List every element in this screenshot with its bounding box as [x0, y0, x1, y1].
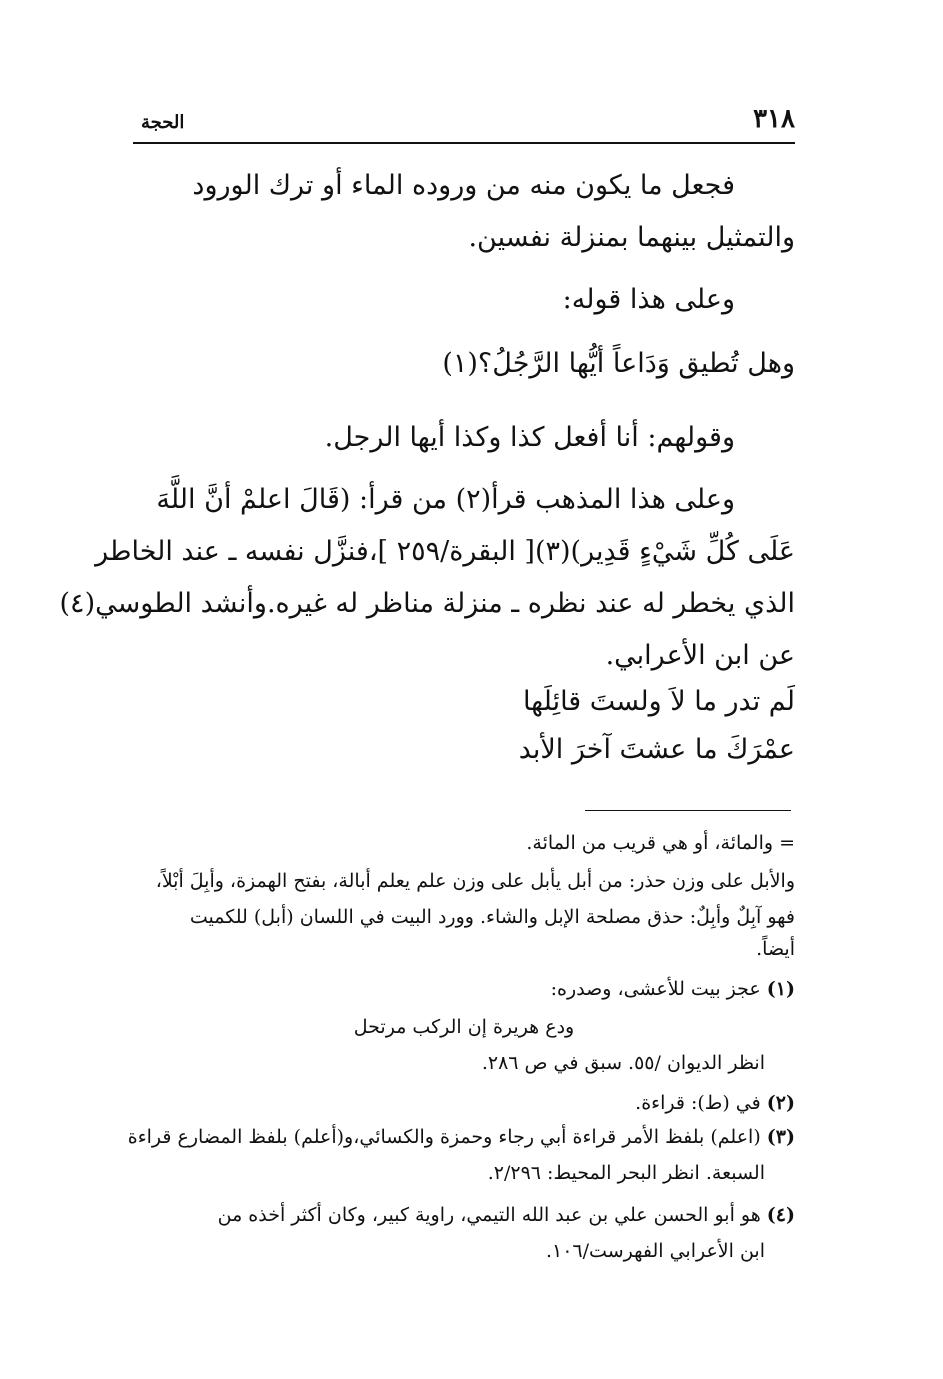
paragraph-line: عن ابن الأعرابي.: [605, 640, 795, 671]
footnote-4: [133, 1204, 795, 1226]
verse-line: وهل تُطيق وَدَاعاً أيُّها الرَّجُلُ؟(١): [442, 348, 795, 379]
verse-line: لَم تدر ما لاَ ولستَ قائِلَها: [522, 686, 795, 717]
footnote-line: ابن الأعرابي الفهرست/١٠٦.: [545, 1240, 765, 1262]
footnote-text: هو أبو الحسن علي بن عبد الله التيمي، راوية كبير، وكان أكثر أخذه من: [217, 1204, 761, 1226]
page-header: [133, 104, 795, 144]
footnote-line: = والمائة، أو هي قريب من المائة.: [526, 832, 795, 854]
footnote-text: عجز بيت للأعشى، وصدره:: [550, 978, 761, 1000]
footnote-line: أيضاً.: [756, 938, 795, 960]
footnote-2: [133, 1092, 795, 1114]
page-number: ٣١٨: [753, 104, 795, 134]
paragraph-line: وقولهم: أنا أفعل كذا وكذا أيها الرجل.: [324, 422, 735, 453]
footnote-number: (١): [766, 978, 795, 1000]
paragraph-line: فجعل ما يكون منه من وروده الماء أو ترك الورود: [192, 170, 735, 201]
footnote-text: (اعلم) بلفظ الأمر قراءة أبي رجاء وحمزة والكسائي،و(أعلم) بلفظ المضارع قراءة: [127, 1126, 761, 1148]
paragraph-line: وعلى هذا قوله:: [562, 284, 735, 315]
footnote-line: السبعة. انظر البحر المحيط: ٢/٢٩٦.: [487, 1162, 765, 1184]
paragraph-line: والتمثيل بينهما بمنزلة نفسين.: [468, 222, 795, 253]
footnote-verse: ودع هريرة إن الركب مرتحل: [353, 1016, 575, 1038]
running-title: الحجة: [141, 112, 185, 133]
footnote-number: (٢): [766, 1092, 795, 1114]
footnote-line: انظر الديوان /٥٥. سبق في ص ٢٨٦.: [481, 1052, 765, 1074]
footnote-separator: [585, 810, 791, 811]
paragraph-line: الذي يخطر له عند نظره ـ منزلة مناظر له غيره.وأنشد الطوسي(٤): [59, 588, 795, 619]
main-text: [59, 170, 795, 780]
footnote-number: (٤): [766, 1204, 795, 1226]
footnote-line: فهو آبِلٌ وأبِلٌ: حذق مصلحة الإبل والشاء. وورد البيت في اللسان (أبل) للكميت: [189, 906, 795, 928]
footnote-text: في (ط): قراءة.: [635, 1092, 761, 1114]
footnote-3: [127, 1126, 795, 1148]
paragraph-line: عَلَى كُلِّ شَيْءٍ قَدِير)(٣)[ البقرة/٢٥٩ ]،فنزَّل نفسه ـ عند الخاطر: [95, 536, 795, 567]
footnote-line: والأبل على وزن حذر: من أبل يأبل على وزن علم يعلم أبالة، بفتح الهمزة، وأبِلَ أبْلاً،: [155, 870, 795, 892]
verse-line: عمْرَكَ ما عشتَ آخرَ الأبد: [518, 734, 795, 765]
footnote-number: (٣): [766, 1126, 795, 1148]
footnote-1: [133, 978, 795, 1000]
paragraph-line: وعلى هذا المذهب قرأ(٢) من قرأ: (قَالَ اعلمْ أنَّ اللَّهَ: [156, 484, 735, 515]
